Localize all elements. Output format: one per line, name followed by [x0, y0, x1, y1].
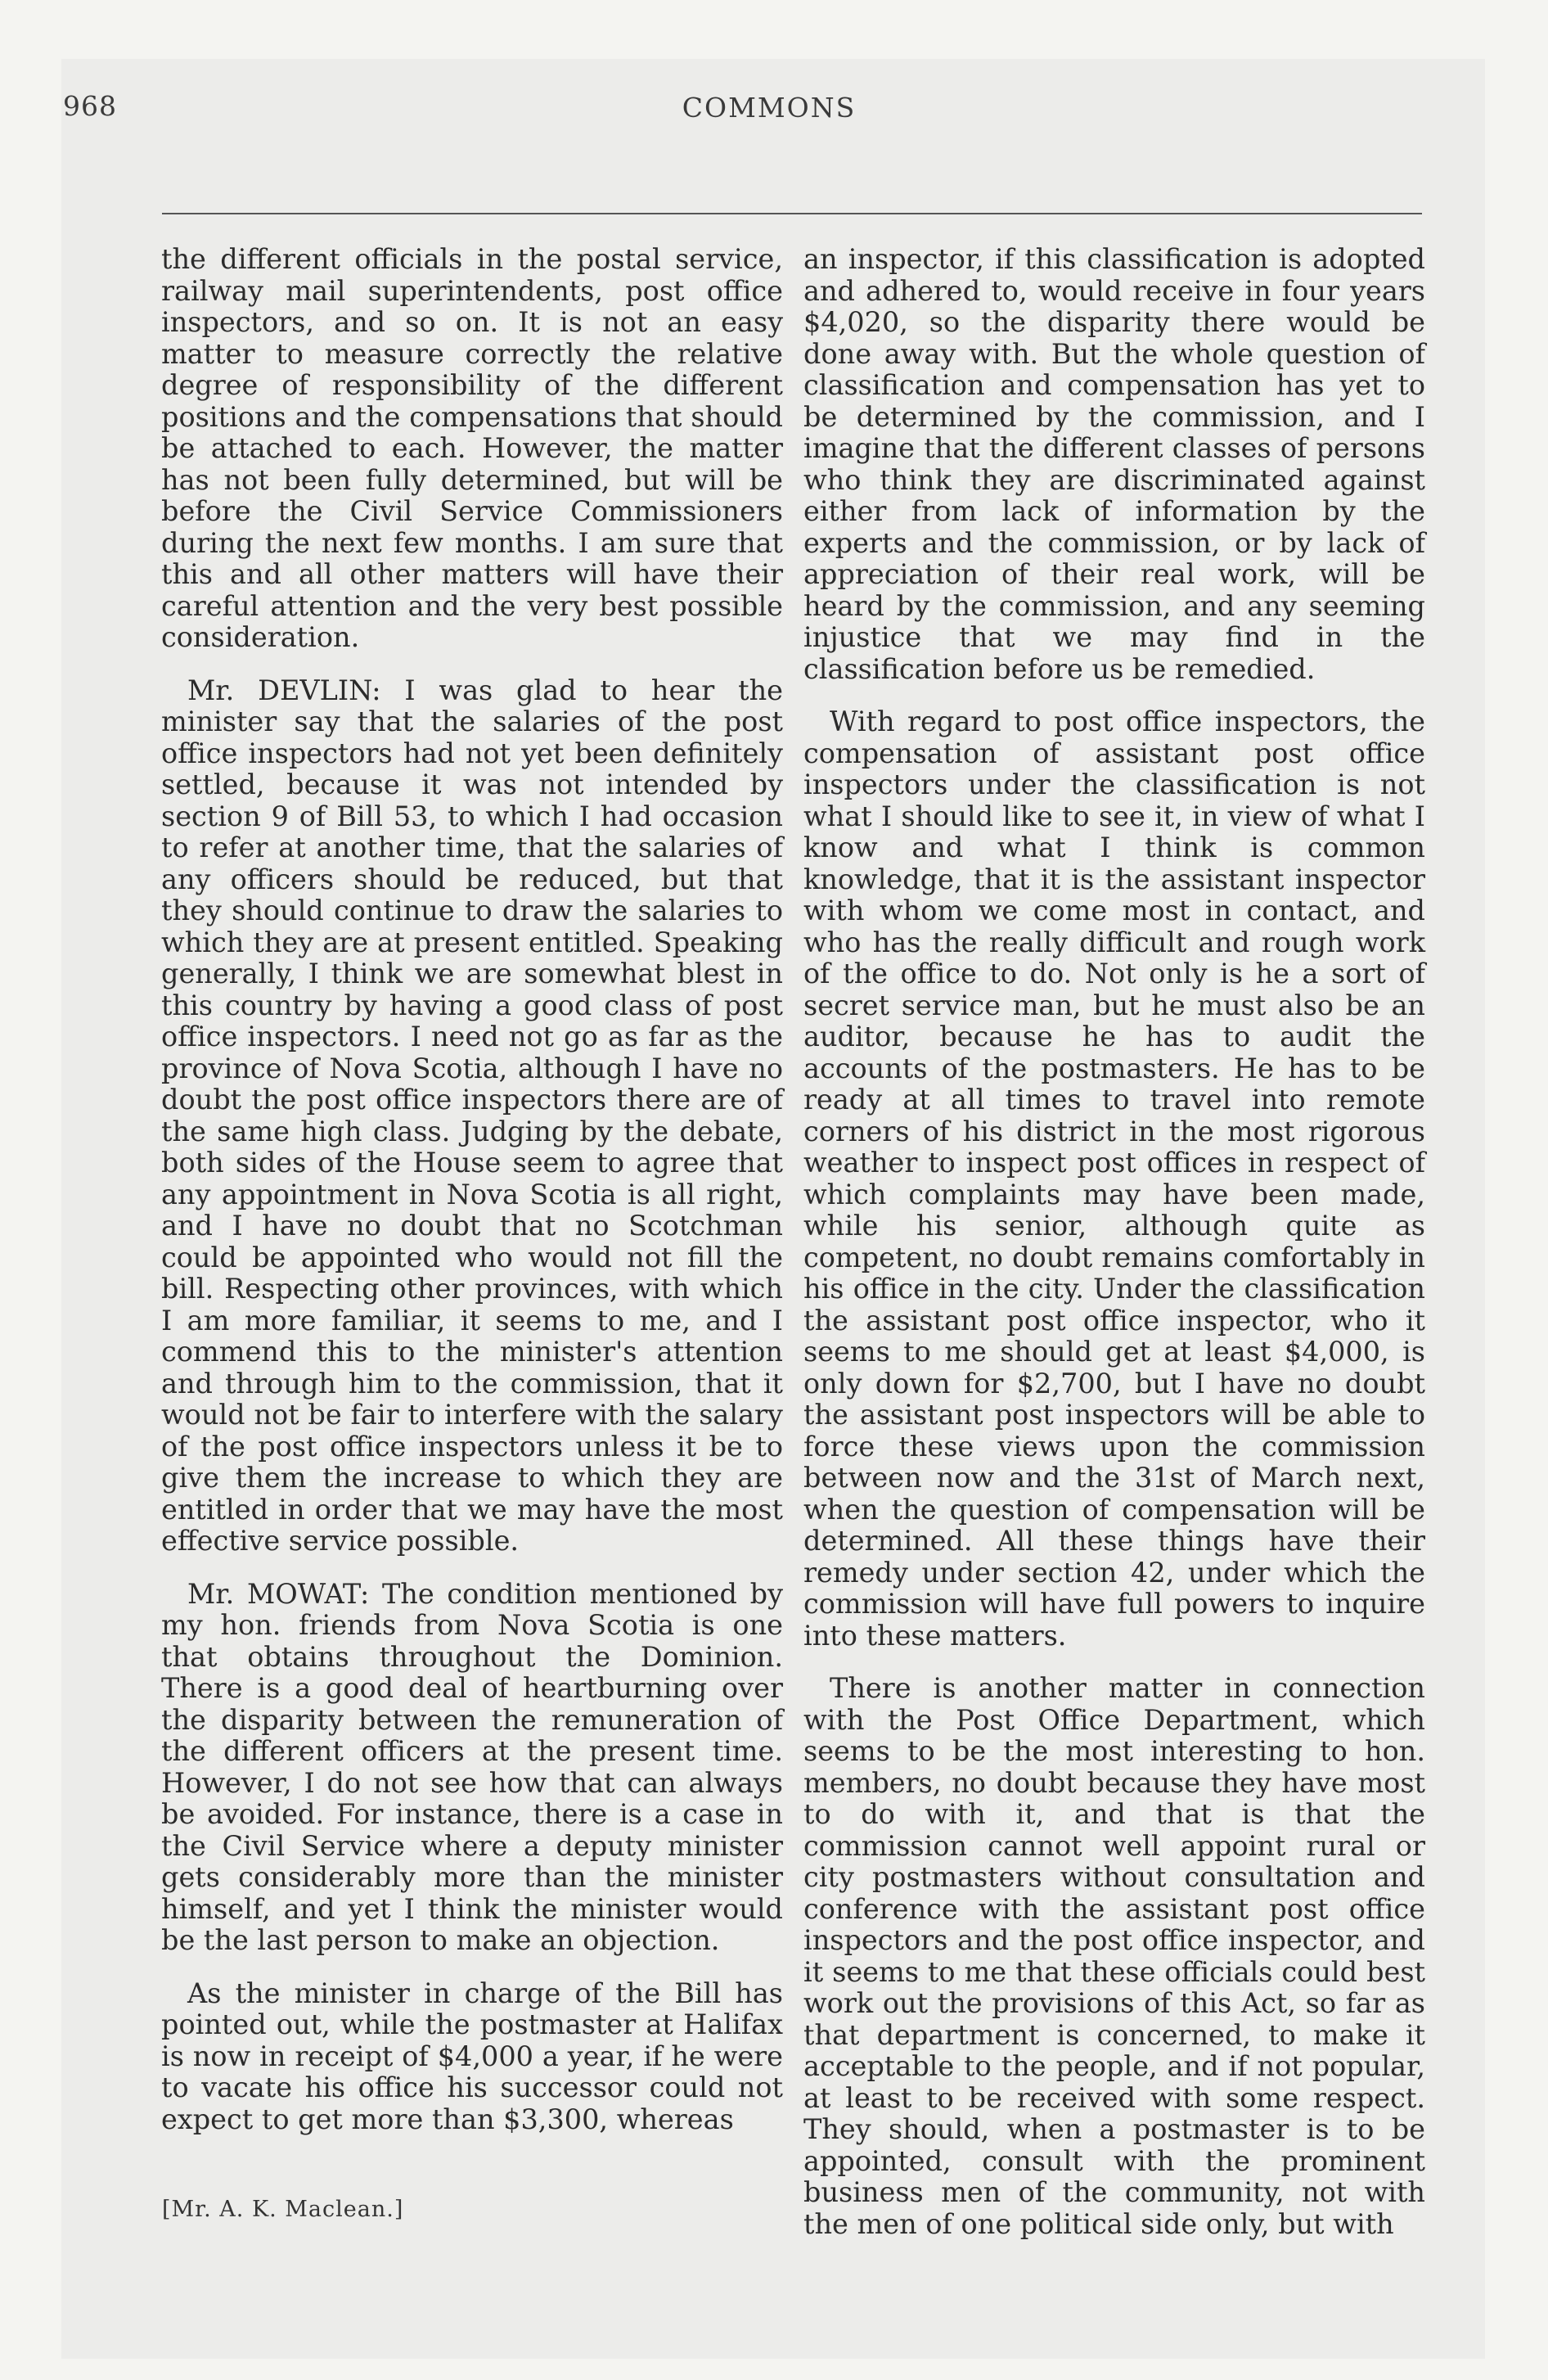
speaker-footer: [Mr. A. K. Maclean.] — [162, 2197, 404, 2222]
left-paragraph-1: the different officials in the postal service, railway mail superintendents, post office inspectors, and so on. It is not an easy matter to measure correctly the relative degree of responsibility of the different positions and the compensations that should be attached to each. However, the matter has not been fully determined, but will be before the Civil Service Commissioners during the next few months. I am sure that this and all other matters will have their careful attention and the very best possible consideration. — [161, 243, 783, 653]
left-paragraph-devlin: Mr. DEVLIN: I was glad to hear the minister say that the salaries of the post office inspectors had not yet been definitely settled, because it was not intended by section 9 of Bill 53, to which I had occasion to refer at another time, that the salaries of any officers should be reduced, but that they should continue to draw the salaries to which they are at present entitled. Speaking generally, I think we are somewhat blest in this country by having a good class of post office inspectors. I need not go as far as the province of Nova Scotia, although I have no doubt the post office inspectors there are of the same high class. Judging by the debate, both sides of the House seem to agree that any appointment in Nova Scotia is all right, and I have no doubt that no Scotchman could be appointed who would not fill the bill. Respecting other provinces, with which I am more familiar, it seems to me, and I commend this to the minister's attention and through him to the commission, that it would not be fair to interfere with the salary of the post office inspectors unless it be to give them the increase to which they are entitled in order that we may have the most effective service possible. — [161, 674, 783, 1557]
right-column — [803, 244, 1425, 2261]
right-paragraph-1: an inspector, if this classification is adopted and adhered to, would receive in four years $4,020, so the disparity there would be done away with. But the whole question of classification and compensation has yet to be determined by the commission, and I imagine that the different classes of persons who think they are discriminated against either from lack of information by the experts and the commission, or by lack of appreciation of their real work, will be heard by the commission, and any seeming injustice that we may find in the classification before us be remedied. — [803, 243, 1425, 685]
right-paragraph-3: There is another matter in connection with the Post Office Department, which seems to be the most interesting to hon. members, no doubt because they have most to do with it, and that is that the commission cannot well appoint rural or city postmasters without consultation and conference with the assistant post office inspectors and the post office inspector, and it seems to me that these officials could best work out the provisions of this Act, so far as that department is concerned, to make it acceptable to the people, and if not popular, at least to be received with some respect. They should, when a postmaster is to be appointed, consult with the prominent business men of the community, not with the men of one political side only, but with — [803, 1672, 1425, 2240]
right-paragraph-2: With regard to post office inspectors, the compensation of assistant post office inspectors under the classification is not what I should like to see it, in view of what I know and what I think is common knowledge, that it is the assistant inspector with whom we come most in contact, and who has the really difficult and rough work of the office to do. Not only is he a sort of secret service man, but he must also be an auditor, because he has to audit the accounts of the postmasters. He has to be ready at all times to travel into remote corners of his district in the most rigorous weather to inspect post offices in respect of which complaints may have been made, while his senior, although quite as competent, no doubt remains comfortably in his office in the city. Under the classification the assistant post office inspector, who it seems to me should get at least $4,000, is only down for $2,700, but I have no doubt the assistant post inspectors will be able to force these views upon the commission between now and the 31st of March next, when the question of compensation will be determined. All these things have their remedy under section 42, under which the commission will have full powers to inquire into these matters. — [803, 705, 1425, 1652]
header-rule — [162, 213, 1422, 214]
left-paragraph-mowat: Mr. MOWAT: The condition mentioned by my hon. friends from Nova Scotia is one that obtains throughout the Dominion. There is a good deal of heartburning over the disparity between the remuneration of the different officers at the present time. However, I do not see how that can always be avoided. For instance, there is a case in the Civil Service where a deputy minister gets considerably more than the minister himself, and yet I think the minister would be the last person to make an objection. — [161, 1577, 783, 1956]
running-title: COMMONS — [682, 92, 857, 124]
left-paragraph-4: As the minister in charge of the Bill has pointed out, while the postmaster at Halifax is now in receipt of $4,000 a year, if he were to vacate his office his successor could not expect to get more than $3,300, whereas — [161, 1977, 783, 2135]
page-number: 968 — [63, 90, 117, 122]
running-header — [106, 92, 1432, 141]
left-column — [161, 244, 783, 2157]
